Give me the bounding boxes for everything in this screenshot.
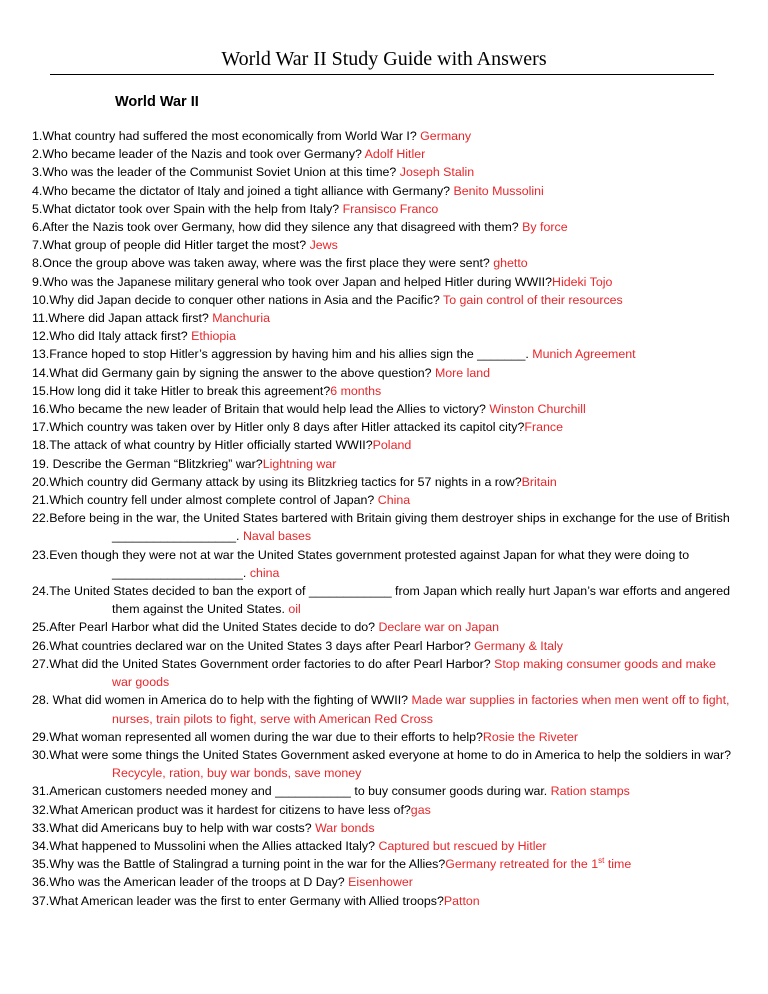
answer-text: Adolf Hitler [364,147,426,162]
answer-text: Captured but rescued by Hitler [378,838,547,853]
answer-text: Recycyle, ration, buy war bonds, save money [112,766,362,781]
question-text: 37.What American leader was the first to enter Germany with Allied troops? [32,893,444,908]
question-text: 11.Where did Japan attack first? [32,311,213,326]
answer-text: To gain control of their resources [443,292,623,307]
question-item [32,618,732,636]
question-item [32,473,732,491]
question-text: 26.What countries declared war on the United States 3 days after Pearl Harbor? [32,638,475,653]
answer-text: Germany & Italy [474,638,563,653]
answer-text: Ration stamps [550,784,630,799]
question-item [32,309,732,327]
question-item [32,382,732,400]
question-item [32,637,732,655]
question-item [32,127,732,145]
answer-text: Britain [521,474,557,489]
answer-text: Munich Agreement [532,347,636,362]
answer-text: Eisenhower [348,875,413,890]
question-item [32,582,732,618]
question-text: 13.France hoped to stop Hitler’s aggression by having him and his allies sign the _______. [32,347,533,362]
answer-text: Stop making consumer goods and make war goods [112,656,716,690]
question-text: 17.Which country was taken over by Hitler only 8 days after Hitler attacked its capitol city? [32,420,525,435]
question-item [32,782,732,800]
question-item [32,145,732,163]
title-underline [50,74,714,75]
question-item [32,273,732,291]
answer-text: China [377,493,411,508]
question-text: 16.Who became the new leader of Britain that would help lead the Allies to victory? [32,402,490,417]
question-text: 14.What did Germany gain by signing the answer to the above question? [32,365,435,380]
question-item [32,345,732,363]
question-text: 6.After the Nazis took over Germany, how did they silence any that disagreed with them? [32,220,523,235]
answer-text: Poland [372,438,412,453]
answer-text: Fransisco Franco [342,201,439,216]
question-text: 19. Describe the German “Blitzkrieg” war? [32,456,263,471]
question-item [32,200,732,218]
question-text: 10.Why did Japan decide to conquer other nations in Asia and the Pacific? [32,292,443,307]
question-item [32,400,732,418]
question-text: 5.What dictator took over Spain with the help from Italy? [32,201,343,216]
question-text: 33.What did Americans buy to help with war costs? [32,820,316,835]
answer-text: War bonds [315,820,375,835]
question-text: 31.American customers needed money and ___________ to buy consumer goods during war. [32,784,551,799]
question-text: 20.Which country did Germany attack by using its Blitzkrieg tactics for 57 nights in a row? [32,474,522,489]
question-text: 15.How long did it take Hitler to break this agreement? [32,383,331,398]
question-item [32,418,732,436]
question-item [32,254,732,272]
answer-text: Manchuria [212,311,271,326]
question-item [32,182,732,200]
question-text: 7.What group of people did Hitler target the most? [32,238,310,253]
question-text: 23.Even though they were not at war the United States government protested against Japan for what they were doing to ___________________. [32,547,690,580]
answer-text: gas [410,802,431,817]
answer-text: Benito Mussolini [453,183,544,198]
question-text: 32.What American product was it hardest for citizens to have less of? [32,802,411,817]
question-text: 24.The United States decided to ban the export of ____________ from Japan which really hurt Japan’s war efforts and angered them against the United States. [32,584,731,617]
question-item [32,728,732,746]
question-text: 22.Before being in the war, the United States bartered with Britain giving them destroyer ships in exchange for the use of British __________________. [32,511,730,544]
question-item [32,546,732,582]
question-item [32,746,732,782]
question-item [32,819,732,837]
question-item [32,327,732,345]
question-text: 8.Once the group above was taken away, where was the first place they were sent? [32,256,494,271]
answer-text: china [249,565,280,580]
answer-text: France [524,420,563,435]
question-text: 9.Who was the Japanese military general who took over Japan and helped Hitler during WWII? [32,274,552,289]
question-text: 3.Who was the leader of the Communist Soviet Union at this time? [32,165,400,180]
question-item [32,236,732,254]
question-text: 12.Who did Italy attack first? [32,329,192,344]
answer-text: Hideki Tojo [552,274,613,289]
question-text: 25.After Pearl Harbor what did the United States decide to do? [32,620,379,635]
question-text: 35.Why was the Battle of Stalingrad a turning point in the war for the Allies? [32,857,446,872]
question-item [32,291,732,309]
question-item [32,691,732,727]
question-text: 4.Who became the dictator of Italy and joined a tight alliance with Germany? [32,183,454,198]
question-text: 2.Who became leader of the Nazis and took over Germany? [32,147,365,162]
question-text: 28. What did women in America do to help with the fighting of WWII? [32,693,412,708]
question-text: 18.The attack of what country by Hitler officially started WWII? [32,438,373,453]
answer-text: Germany retreated for the 1 [445,857,599,872]
question-item [32,163,732,181]
question-item [32,855,732,873]
answer-text: More land [434,365,491,380]
question-item [32,455,732,473]
question-item [32,364,732,382]
answer-text: Germany [420,129,472,143]
question-text: 27.What did the United States Government order factories to do after Pearl Harbor? [32,656,495,671]
question-item [32,436,732,454]
answer-text: Made war supplies in factories when men went off to fight, nurses, train pilots to fight, serve with American Red Cross [112,693,730,726]
question-text: 30.What were some things the United States Government asked everyone at home to do in America to help the soldiers in war? [32,747,732,762]
question-text: 36.Who was the American leader of the troops at D Day? [32,875,349,890]
answer-text: By force [522,220,568,235]
question-item [32,873,732,891]
question-item [32,218,732,236]
question-list [32,127,732,910]
question-text: 34.What happened to Mussolini when the Allies attacked Italy? [32,838,379,853]
answer-text: Ethiopia [191,329,236,344]
question-item [32,801,732,819]
answer-text: ghetto [493,256,528,271]
answer-text: Joseph Stalin [399,165,475,180]
section-heading: World War II [115,94,199,110]
answer-text-continued: time [604,857,632,872]
question-item [32,837,732,855]
question-text: 1.What country had suffered the most economically from World War I? [32,129,421,143]
answer-text: Rosie the Riveter [482,729,578,744]
answer-text: Patton [443,893,480,908]
document-title: World War II Study Guide with Answers [221,48,547,70]
question-item [32,892,732,910]
answer-text: 6 months [330,383,382,398]
answer-text: Declare war on Japan [378,620,499,635]
question-item [32,655,732,691]
answer-text: Jews [309,238,338,253]
answer-text: Winston Churchill [489,402,586,417]
answer-text: oil [288,602,301,617]
answer-text: Lightning war [262,456,337,471]
question-item [32,509,732,545]
answer-text: Naval bases [242,529,312,544]
question-text: 29.What woman represented all women during the war due to their efforts to help? [32,729,483,744]
question-text: 21.Which country fell under almost complete control of Japan? [32,493,378,508]
question-item [32,491,732,509]
answer-superscript: st [598,856,605,865]
